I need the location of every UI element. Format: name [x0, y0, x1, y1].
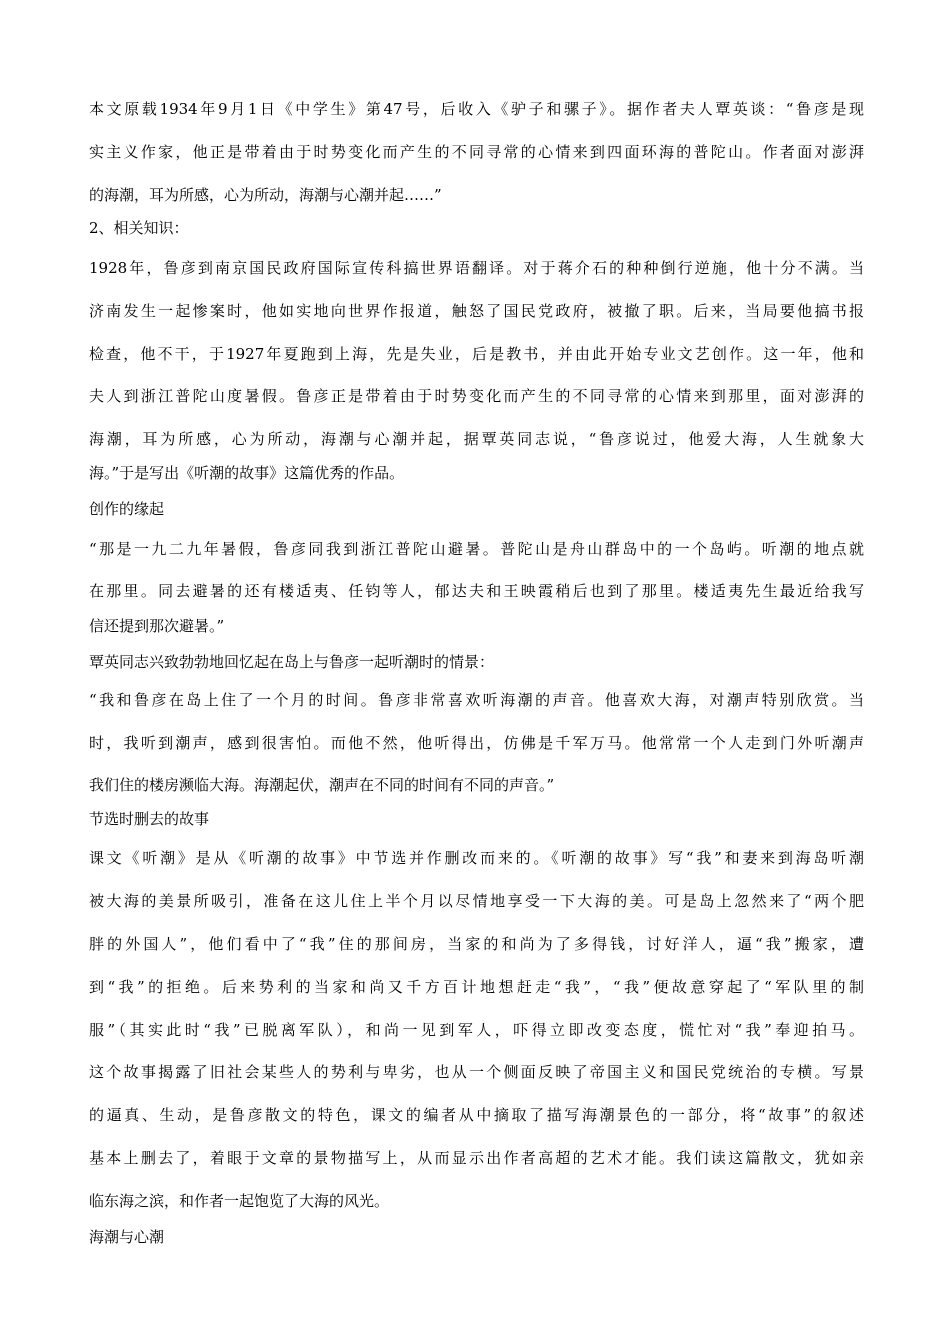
paragraph-5-line-3: 我们住的楼房濒临大海。海潮起伏，潮声在不同的时间有不同的声音。” [89, 776, 555, 794]
paragraph-6-line-3: 胖的外国人”，他们看中了“我”住的那间房，当家的和尚为了多得钱，讨好洋人，逼“我”搬家，遭 [89, 935, 864, 953]
paragraph-1-line-1: 本文原载1934年9月1日《中学生》第47号，后收入《驴子和骡子》。据作者夫人覃英谈：“鲁彦是现 [89, 100, 864, 118]
paragraph-1-line-3: 的海潮，耳为所感，心为所动，海潮与心潮并起……” [89, 186, 442, 204]
paragraph-3-line-1: “那是一九二九年暑假，鲁彦同我到浙江普陀山避暑。普陀山是舟山群岛中的一个岛屿。听潮的地点就 [89, 540, 864, 558]
paragraph-2-line-3: 检查，他不干，于1927年夏跑到上海，先是失业，后是教书，并由此开始专业文艺创作。这一年，他和 [89, 345, 864, 363]
paragraph-3-line-2: 在那里。同去避暑的还有楼适夷、任钧等人，郁达夫和王映霞稍后也到了那里。楼适夷先生最近给我写 [89, 582, 864, 600]
paragraph-1-line-2: 实主义作家，他正是带着由于时势变化而产生的不同寻常的心情来到四面环海的普陀山。作者面对澎湃 [89, 143, 864, 161]
paragraph-6-line-5: 服”（其实此时“我”已脱离军队），和尚一见到军人，吓得立即改变态度，慌忙对“我”奉迎拍马。 [89, 1021, 864, 1039]
paragraph-6-line-2: 被大海的美景所吸引，准备在这儿住上半个月以尽情地享受一下大海的美。可是岛上忽然来了“两个肥 [89, 892, 864, 910]
paragraph-6-line-9: 临东海之滨，和作者一起饱览了大海的风光。 [89, 1192, 390, 1210]
paragraph-5-line-2: 时，我听到潮声，感到很害怕。而他不然，他听得出，仿佛是千军万马。他常常一个人走到门外听潮声 [89, 734, 864, 752]
paragraph-2-line-5: 海潮，耳为所感，心为所动，海潮与心潮并起，据覃英同志说，“鲁彦说过，他爱大海，人生就象大 [89, 430, 864, 448]
paragraph-6-line-4: 到“我”的拒绝。后来势利的当家和尚又千方百计地想赶走“我”，“我”便故意穿起了“军队里的制 [89, 978, 864, 996]
section-heading-origin: 创作的缘起 [89, 500, 165, 518]
paragraph-2-line-1: 1928年，鲁彦到南京国民政府国际宣传科搞世界语翻译。对于蒋介石的种种倒行逆施，他十分不满。当 [89, 259, 864, 277]
paragraph-3-line-3: 信还提到那次避暑。” [89, 617, 225, 635]
section-heading-tide-and-heart: 海潮与心潮 [89, 1228, 165, 1246]
paragraph-2-line-4: 夫人到浙江普陀山度暑假。鲁彦正是带着由于时势变化而产生的不同寻常的心情来到那里，面对澎湃的 [89, 387, 864, 405]
paragraph-2-line-2: 济南发生一起惨案时，他如实地向世界作报道，触怒了国民党政府，被撤了职。后来，当局要他搞书报 [89, 302, 864, 320]
section-heading-related-knowledge: 2、相关知识： [89, 219, 189, 237]
paragraph-6-line-6: 这个故事揭露了旧社会某些人的势利与卑劣，也从一个侧面反映了帝国主义和国民党统治的专横。写景 [89, 1063, 864, 1081]
paragraph-6-line-7: 的逼真、生动，是鲁彦散文的特色，课文的编者从中摘取了描写海潮景色的一部分，将“故事”的叙述 [89, 1106, 864, 1124]
paragraph-5-line-1: “我和鲁彦在岛上住了一个月的时间。鲁彦非常喜欢听海潮的声音。他喜欢大海，对潮声特别欣赏。当 [89, 691, 864, 709]
paragraph-4-line-1: 覃英同志兴致勃勃地回忆起在岛上与鲁彦一起听潮时的情景： [89, 653, 495, 671]
section-heading-deleted-story: 节选时删去的故事 [89, 810, 210, 828]
paragraph-6-line-8: 基本上删去了，着眼于文章的景物描写上，从而显示出作者高超的艺术才能。我们读这篇散文，犹如亲 [89, 1149, 864, 1167]
paragraph-2-line-6: 海。”于是写出《听潮的故事》这篇优秀的作品。 [89, 464, 405, 482]
paragraph-6-line-1: 课文《听潮》是从《听潮的故事》中节选并作删改而来的。《听潮的故事》写“我”和妻来到海岛听潮 [89, 849, 864, 867]
